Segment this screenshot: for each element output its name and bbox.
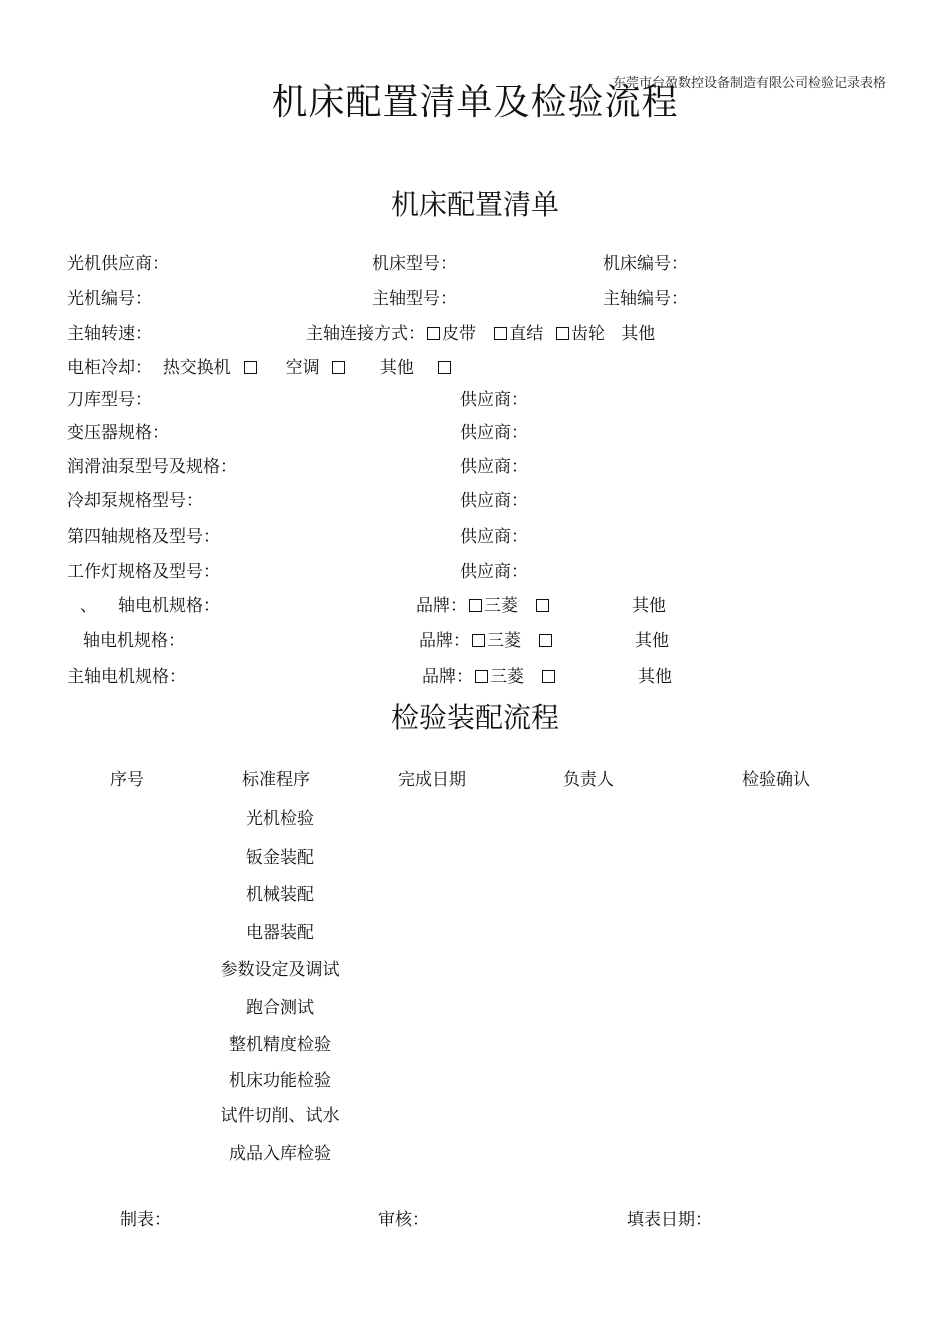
inspection-section-title: 检验装配流程	[390, 701, 559, 734]
mitsubishi-option: 三菱	[490, 667, 524, 687]
motor2-brand-other: 其他	[635, 631, 669, 651]
step-item: 光机检验	[246, 809, 314, 829]
mitsubishi-option: 三菱	[487, 631, 521, 651]
fourth-axis-vendor: 供应商：	[460, 527, 528, 547]
step-item: 成品入库检验	[229, 1144, 331, 1164]
gear-checkbox[interactable]	[556, 327, 569, 340]
motor3-brand	[422, 662, 557, 687]
coolant-pump-field: 冷却泵规格型号：	[67, 491, 203, 511]
mitsubishi-checkbox[interactable]	[475, 670, 488, 683]
page-title: 机床配置清单及检验流程	[271, 82, 679, 123]
transformer-field: 变压器规格：	[67, 423, 169, 443]
step-item: 钣金装配	[246, 848, 314, 868]
mitsubishi-checkbox[interactable]	[472, 634, 485, 647]
reviewed-by-field: 审核：	[378, 1210, 429, 1230]
work-light-field: 工作灯规格及型号：	[67, 562, 220, 582]
fill-date-field: 填表日期：	[627, 1210, 712, 1230]
spindle-connection-row	[306, 319, 655, 344]
motor3-brand-other: 其他	[638, 667, 672, 687]
spindle-speed-field: 主轴转速：	[67, 324, 152, 344]
machine-model-field: 机床型号：	[372, 254, 457, 274]
direct-option: 直结	[509, 324, 544, 344]
brand-other-checkbox[interactable]	[536, 599, 549, 612]
motor3-field: 主轴电机规格：	[67, 667, 186, 687]
other-option: 其他	[621, 324, 656, 344]
cabinet-other-checkbox[interactable]	[438, 361, 451, 374]
machine-number-field: 机床编号：	[603, 254, 688, 274]
motor1-brand	[416, 591, 551, 616]
step-item: 参数设定及调试	[220, 960, 340, 980]
step-item: 机械装配	[246, 885, 314, 905]
brand-label: 品牌：	[419, 631, 470, 651]
supplier-field: 光机供应商：	[67, 254, 169, 274]
tool-magazine-vendor: 供应商：	[460, 390, 528, 410]
lube-pump-vendor: 供应商：	[460, 457, 528, 477]
config-section-title: 机床配置清单	[390, 188, 559, 221]
spindle-connection-label: 主轴连接方式：	[306, 324, 425, 344]
header-procedure: 标准程序	[242, 770, 310, 790]
motor2-field: 轴电机规格：	[83, 631, 185, 651]
step-item: 跑合测试	[246, 998, 314, 1018]
mitsubishi-checkbox[interactable]	[469, 599, 482, 612]
fourth-axis-field: 第四轴规格及型号：	[67, 527, 220, 547]
frame-number-field: 光机编号：	[67, 289, 152, 309]
step-item: 机床功能检验	[229, 1071, 331, 1091]
belt-checkbox[interactable]	[427, 327, 440, 340]
brand-other-checkbox[interactable]	[539, 634, 552, 647]
motor1-brand-other: 其他	[632, 596, 666, 616]
ac-checkbox[interactable]	[332, 361, 345, 374]
header-seq: 序号	[110, 770, 144, 790]
motor1-prefix: 、	[80, 596, 97, 616]
spindle-model-field: 主轴型号：	[372, 289, 457, 309]
step-item: 整机精度检验	[229, 1035, 331, 1055]
company-header-note: 东莞市台盈数控设备制造有限公司检验记录表格	[613, 76, 887, 91]
spindle-number-field: 主轴编号：	[603, 289, 688, 309]
belt-option: 皮带	[442, 324, 476, 344]
tool-magazine-field: 刀库型号：	[67, 390, 152, 410]
heat-exchanger-option: 热交换机	[162, 358, 231, 378]
cabinet-cooling-label: 电柜冷却：	[67, 358, 152, 378]
cabinet-cooling-row	[67, 353, 453, 378]
step-item: 电器装配	[246, 923, 314, 943]
made-by-field: 制表：	[120, 1210, 171, 1230]
header-date: 完成日期	[398, 770, 466, 790]
cabinet-other-option: 其他	[379, 358, 414, 378]
transformer-vendor: 供应商：	[460, 423, 528, 443]
header-responsible: 负责人	[563, 770, 614, 790]
motor1-field: 轴电机规格：	[118, 596, 220, 616]
brand-label: 品牌：	[422, 667, 473, 687]
lube-pump-field: 润滑油泵型号及规格：	[67, 457, 237, 477]
ac-option: 空调	[285, 358, 320, 378]
coolant-pump-vendor: 供应商：	[460, 491, 528, 511]
header-confirm: 检验确认	[742, 770, 810, 790]
work-light-vendor: 供应商：	[460, 562, 528, 582]
direct-checkbox[interactable]	[494, 327, 507, 340]
step-item: 试件切削、试水	[220, 1106, 340, 1126]
brand-label: 品牌：	[416, 596, 467, 616]
mitsubishi-option: 三菱	[484, 596, 518, 616]
brand-other-checkbox[interactable]	[542, 670, 555, 683]
heat-exchanger-checkbox[interactable]	[244, 361, 257, 374]
motor2-brand	[419, 626, 554, 651]
gear-option: 齿轮	[571, 324, 606, 344]
